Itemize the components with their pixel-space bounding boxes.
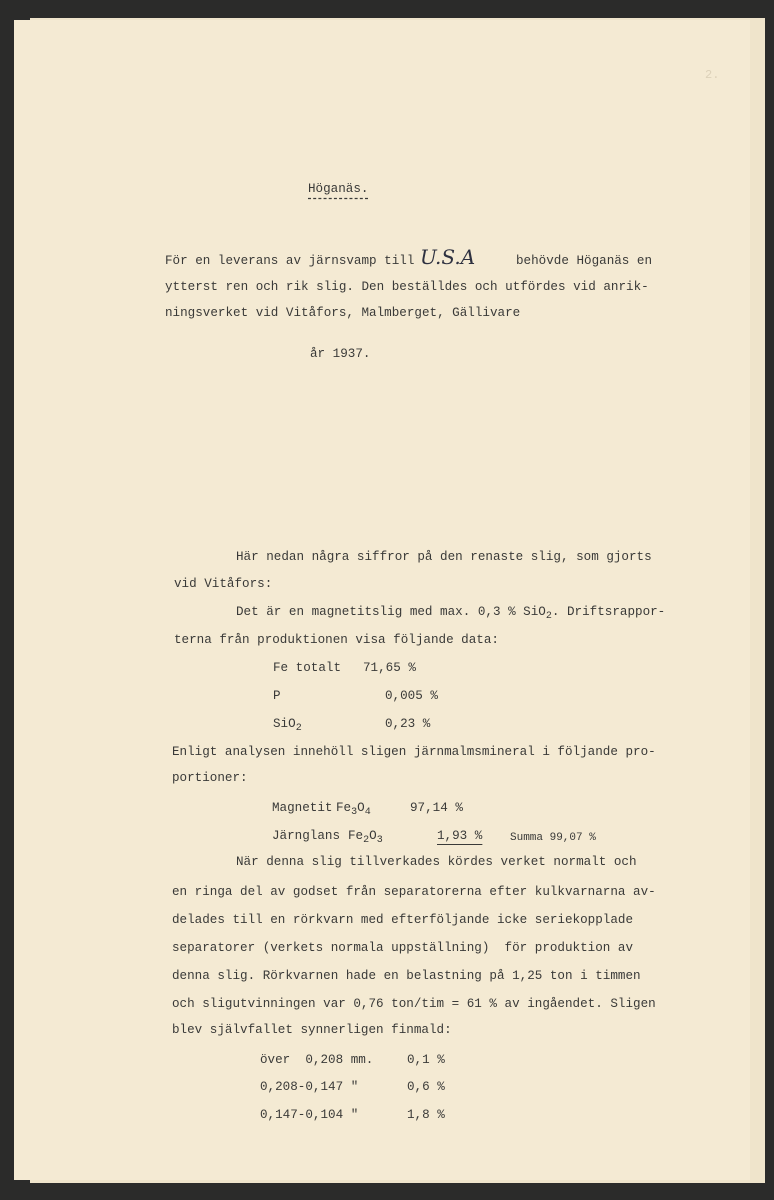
intro-line-3: ningsverket vid Vitåfors, Malmberget, Gällivare	[165, 306, 521, 320]
body-line: blev självfallet synnerligen finmald:	[172, 1023, 452, 1037]
mineral-name: Magnetit	[272, 801, 333, 815]
body-line: separatorer (verkets normala uppställning) för produktion av	[172, 941, 634, 955]
body-line: denna slig. Rörkvarnen hade en belastning på 1,25 ton i timmen	[172, 969, 641, 983]
analysis-value: 0,23 %	[385, 717, 431, 731]
size-range: över 0,208 mm.	[260, 1053, 374, 1067]
handwritten-usa: U.S.A	[420, 245, 476, 269]
size-value: 1,8 %	[407, 1108, 445, 1122]
analysis-label: SiO$_2$	[273, 717, 302, 734]
body-line: terna från produktionen visa följande data:	[174, 633, 499, 647]
body-line: När denna slig tillverkades kördes verket normalt och	[236, 855, 637, 869]
analysis-label: P	[273, 689, 281, 703]
body-line: en ringa del av godset från separatorerna efter kulkvarnarna av-	[172, 885, 656, 899]
intro-line-2: ytterst ren och rik slig. Den beställdes och utfördes vid anrik-	[165, 280, 649, 294]
body-line: portioner:	[172, 771, 248, 785]
size-range: 0,208-0,147 "	[260, 1080, 359, 1094]
mineral-name: Järnglans	[272, 829, 341, 843]
intro-year: år 1937.	[310, 347, 371, 361]
body-line: och sligutvinningen var 0,76 ton/tim = 61 % av ingåendet. Sligen	[172, 997, 656, 1011]
intro-line-1a: För en leverans av järnsvamp till	[165, 254, 415, 268]
size-value: 0,6 %	[407, 1080, 445, 1094]
body-line: Här nedan några siffror på den renaste slig, som gjorts	[236, 550, 652, 564]
analysis-value: 71,65 %	[363, 661, 416, 675]
body-line: delades till en rörkvarn med efterföljande icke seriekopplade	[172, 913, 634, 927]
analysis-label: Fe totalt	[273, 661, 342, 675]
size-range: 0,147-0,104 "	[260, 1108, 359, 1122]
body-line: vid Vitåfors:	[174, 577, 273, 591]
body-line: Enligt analysen innehöll sligen järnmalmsmineral i följande pro-	[172, 745, 656, 759]
mineral-formula: $Fe_3O_4$	[336, 801, 371, 818]
analysis-value: 0,005 %	[385, 689, 438, 703]
mineral-formula: $Fe_2O_3$	[348, 829, 383, 846]
mineral-value: 97,14 %	[410, 801, 463, 815]
size-value: 0,1 %	[407, 1053, 445, 1067]
document-title: Höganäs.	[308, 182, 369, 196]
page-number: 2.	[705, 68, 720, 82]
body-line: Det är en magnetitslig med max. 0,3 % SiO$_2$. Driftsrappor-	[236, 605, 666, 622]
intro-line-1b: behövde Höganäs en	[516, 254, 653, 268]
summa-total: Summa 99,07 %	[510, 832, 596, 844]
mineral-value: 1,93 %	[437, 829, 483, 843]
